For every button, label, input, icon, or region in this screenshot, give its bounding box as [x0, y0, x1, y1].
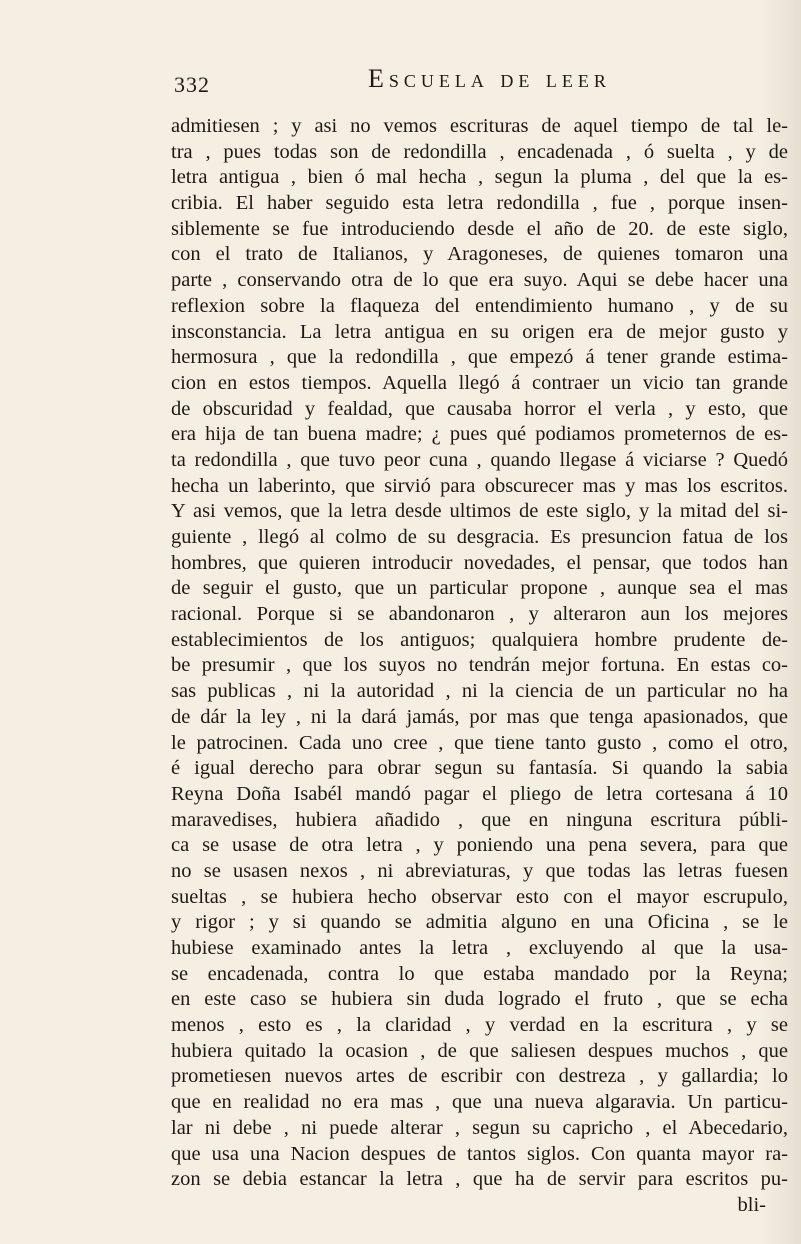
text-line: hecha un laberinto, que sirvió para obscurecer mas y mas los escritos.: [171, 474, 788, 497]
text-line: Y asi vemos, que la letra desde ultimos de este siglo, y la mitad del si-: [171, 500, 788, 523]
running-head: Escuela de leer: [368, 64, 611, 93]
text-line: y rigor ; y si quando se admitia alguno en una Oficina , se le: [171, 911, 788, 934]
text-line: lar ni debe , ni puede alterar , segun su capricho , el Abecedario,: [171, 1116, 788, 1139]
page-header: [174, 58, 774, 98]
text-line: menos , esto es , la claridad , y verdad en la escritura , y se: [171, 1014, 788, 1037]
text-line: tra , pues todas son de redondilla , encadenada , ó suelta , y de: [171, 140, 788, 163]
text-line: sueltas , se hubiera hecho observar esto con el mayor escrupulo,: [171, 885, 788, 908]
text-line: de seguir el gusto, que un particular propone , aunque sea el mas: [171, 577, 788, 600]
text-line: no se usasen nexos , ni abreviaturas, y que todas las letras fuesen: [171, 859, 788, 882]
text-line: zon se debia estancar la letra , que ha de servir para escritos pu-: [171, 1168, 788, 1191]
text-line: é igual derecho para obrar segun su fantasía. Si quando la sabia: [171, 757, 788, 780]
text-line: ca se usase de otra letra , y poniendo una pena severa, para que: [171, 834, 788, 857]
text-line: Reyna Doña Isabél mandó pagar el pliego de letra cortesana á 10: [171, 782, 788, 805]
text-line: se encadenada, contra lo que estaba mandado por la Reyna;: [171, 962, 788, 985]
text-line: establecimientos de los antiguos; qualquiera hombre prudente de-: [171, 628, 788, 651]
text-line: be presumir , que los suyos no tendrán mejor fortuna. En estas co-: [171, 654, 788, 677]
text-line: le patrocinen. Cada uno cree , que tiene tanto gusto , como el otro,: [171, 731, 788, 754]
text-line: cribia. El haber seguido esta letra redondilla , fue , porque insen-: [171, 192, 788, 215]
text-line: con el trato de Italianos, y Aragoneses, de quienes tomaron una: [171, 243, 788, 266]
text-line: guiente , llegó al colmo de su desgracia. Es presuncion fatua de los: [171, 526, 788, 548]
text-line: que usa una Nacion despues de tantos siglos. Con quanta mayor ra-: [171, 1142, 788, 1165]
text-line: racional. Porque si se abandonaron , y alteraron aun los mejores: [171, 603, 788, 626]
text-line: bli-: [737, 1193, 766, 1216]
text-line: hermosura , que la redondilla , que empezó á tener grande estima-: [171, 346, 788, 369]
text-line: parte , conservando otra de lo que era suyo. Aqui se debe hacer una: [171, 269, 788, 292]
text-line: letra antigua , bien ó mal hecha , segun la pluma , del que la es-: [171, 166, 788, 189]
text-line: ta redondilla , que tuvo peor cuna , quando llegase á viciarse ? Quedó: [171, 448, 788, 471]
text-line: de obscuridad y fealdad, que causaba horror el verla , y esto, que: [171, 397, 788, 420]
text-line: sas publicas , ni la autoridad , ni la ciencia de un particular no ha: [171, 680, 788, 703]
text-line: hubiera quitado la ocasion , de que saliesen despues muchos , que: [171, 1039, 788, 1062]
text-line: hombres, que quieren introducir novedades, el pensar, que todos han: [171, 551, 788, 574]
text-line: insconstancia. La letra antigua en su origen era de mejor gusto y: [171, 320, 788, 343]
text-line: que en realidad no era mas , que una nueva algaravia. Un particu-: [171, 1091, 788, 1114]
text-line: hubiese examinado antes la letra , excluyendo al que la usa-: [171, 937, 788, 959]
text-line: maravedises, hubiera añadido , que en ninguna escritura públi-: [171, 808, 788, 831]
text-line: cion en estos tiempos. Aquella llegó á contraer un vicio tan grande: [171, 371, 788, 394]
text-line: era hija de tan buena madre; ¿ pues qué podiamos prometernos de es-: [171, 423, 788, 446]
text-line: reflexion sobre la flaqueza del entendimiento humano , y de su: [171, 294, 788, 317]
text-line: prometiesen nuevos artes de escribir con destreza , y gallardia; lo: [171, 1065, 788, 1088]
body-text: [171, 114, 788, 1219]
text-line: admitiesen ; y asi no vemos escrituras de aquel tiempo de tal le-: [171, 115, 788, 137]
text-line: siblemente se fue introduciendo desde el año de 20. de este siglo,: [171, 217, 788, 240]
text-line: de dár la ley , ni la dará jamás, por mas que tenga apasionados, que: [171, 705, 788, 728]
page-number: 332: [174, 72, 210, 97]
text-line: en este caso se hubiera sin duda logrado el fruto , que se echa: [171, 988, 788, 1011]
